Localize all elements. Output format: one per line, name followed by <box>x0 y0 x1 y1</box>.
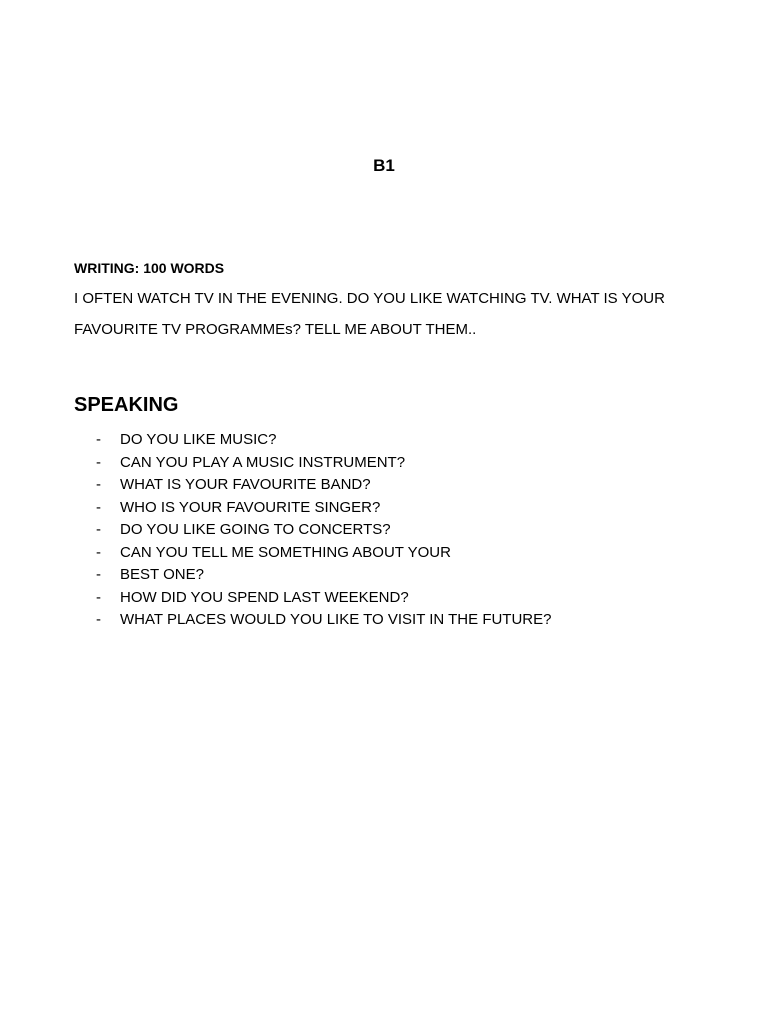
speaking-question-item <box>96 564 551 587</box>
question-text: DO YOU LIKE GOING TO CONCERTS? <box>120 521 391 538</box>
writing-heading: WRITING: 100 WORDS <box>74 260 225 276</box>
question-text: BEST ONE? <box>120 566 204 583</box>
speaking-question-item <box>96 474 551 497</box>
writing-prompt-line: I OFTEN WATCH TV IN THE EVENING. DO YOU LIKE WATCHING TV. WHAT IS YOUR <box>74 290 665 307</box>
list-bullet: - <box>96 521 101 538</box>
speaking-heading: SPEAKING <box>74 394 179 416</box>
speaking-question-item <box>96 497 551 520</box>
question-text: CAN YOU TELL ME SOMETHING ABOUT YOUR <box>120 543 451 561</box>
speaking-question-item <box>96 609 551 632</box>
writing-prompt-line: FAVOURITE TV PROGRAMMEs? TELL ME ABOUT THEM.. <box>74 321 477 338</box>
level-title <box>0 154 768 178</box>
question-text: WHO IS YOUR FAVOURITE SINGER? <box>120 498 381 516</box>
list-bullet: - <box>96 543 101 561</box>
speaking-question-item <box>96 452 551 475</box>
speaking-question-item <box>96 542 551 565</box>
list-bullet: - <box>96 566 101 583</box>
question-text: WHAT PLACES WOULD YOU LIKE TO VISIT IN THE FUTURE? <box>120 611 552 628</box>
speaking-question-item <box>96 587 551 610</box>
question-text: CAN YOU PLAY A MUSIC INSTRUMENT? <box>120 453 406 471</box>
speaking-question-item <box>96 519 551 542</box>
list-bullet: - <box>96 611 101 628</box>
level-title-text: B1 <box>373 156 395 175</box>
speaking-question-list <box>96 429 551 632</box>
list-bullet: - <box>96 588 101 606</box>
list-bullet: - <box>96 498 101 516</box>
question-text: DO YOU LIKE MUSIC? <box>120 431 277 448</box>
speaking-question-item <box>96 429 551 452</box>
question-text: HOW DID YOU SPEND LAST WEEKEND? <box>120 588 409 606</box>
list-bullet: - <box>96 476 101 493</box>
list-bullet: - <box>96 431 101 448</box>
list-bullet: - <box>96 453 101 471</box>
question-text: WHAT IS YOUR FAVOURITE BAND? <box>120 476 371 493</box>
